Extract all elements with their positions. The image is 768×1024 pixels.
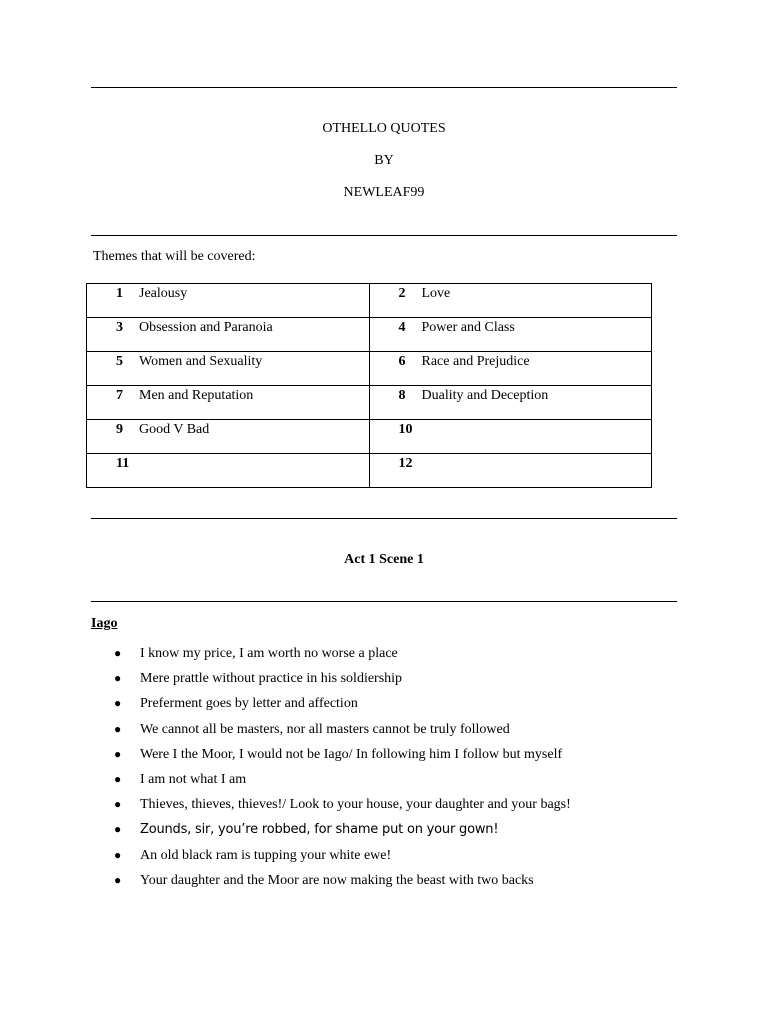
themes-intro: Themes that will be covered: [93, 249, 256, 264]
theme-row [87, 352, 652, 386]
scene-heading-divider [91, 601, 677, 602]
bullet-icon: ● [114, 847, 122, 862]
theme-label: Men and Reputation [139, 388, 254, 403]
theme-row [87, 284, 652, 318]
theme-cell [87, 454, 370, 488]
theme-cell [369, 352, 652, 386]
quote-text: Were I the Moor, I would not be Iago/ In following him I follow but myself [140, 746, 563, 762]
theme-number: 2 [398, 286, 406, 301]
theme-number: 6 [398, 354, 406, 369]
theme-number: 10 [398, 422, 413, 437]
bullet-icon: ● [114, 646, 122, 660]
theme-row [87, 318, 652, 352]
theme-cell [87, 318, 370, 352]
theme-label: Love [421, 286, 451, 301]
scene-heading: Act 1 Scene 1 [344, 552, 424, 567]
quote-item [0, 720, 768, 745]
theme-number: 3 [116, 320, 123, 335]
theme-number: 7 [116, 388, 123, 403]
table-bottom-divider [91, 518, 677, 519]
theme-number: 9 [116, 422, 123, 437]
quote-text: Mere prattle without practice in his soldiership [140, 671, 403, 687]
speaker-name: Iago [91, 616, 118, 631]
quote-item [0, 669, 768, 694]
quote-text: An old black ram is tupping your white ewe! [140, 847, 392, 863]
quote-item [0, 871, 768, 896]
quote-text: We cannot all be masters, nor all masters cannot be truly followed [140, 721, 510, 737]
theme-label: Duality and Deception [421, 388, 549, 403]
theme-row [87, 420, 652, 454]
quote-text: Your daughter and the Moor are now making the beast with two backs [140, 872, 534, 888]
quote-text: Preferment goes by letter and affection [140, 696, 358, 712]
bullet-icon: ● [114, 822, 122, 837]
theme-label: Good V Bad [139, 422, 210, 437]
bullet-icon: ● [114, 771, 122, 786]
theme-cell [369, 386, 652, 420]
theme-label: Obsession and Paranoia [139, 320, 273, 335]
theme-number: 5 [116, 354, 123, 369]
theme-cell [87, 284, 370, 318]
theme-number: 1 [116, 286, 123, 301]
quote-item [0, 770, 768, 795]
document-title: OTHELLO QUOTES [322, 121, 446, 136]
theme-row [87, 386, 652, 420]
title-bottom-divider [91, 235, 677, 236]
top-divider [91, 87, 677, 88]
theme-label: Power and Class [421, 320, 515, 335]
quote-item [0, 820, 768, 845]
bullet-icon: ● [114, 696, 122, 711]
theme-number: 8 [398, 388, 406, 403]
theme-cell [87, 420, 370, 454]
theme-number: 11 [116, 456, 130, 471]
themes-table [86, 283, 652, 488]
theme-cell [369, 454, 652, 488]
theme-cell [369, 420, 652, 454]
theme-label: Jealousy [139, 286, 188, 301]
theme-row [87, 454, 652, 488]
document-author: NEWLEAF99 [343, 185, 425, 200]
bullet-icon: ● [114, 721, 122, 736]
theme-number: 4 [398, 320, 406, 335]
quote-text: Zounds, sir, you’re robbed, for shame put on your gown! [140, 822, 499, 838]
quote-text: Thieves, thieves, thieves!/ Look to your house, your daughter and your bags! [140, 797, 571, 813]
theme-cell [369, 284, 652, 318]
quote-text: I am not what I am [140, 771, 247, 787]
bullet-icon: ● [114, 746, 122, 761]
quote-item [0, 644, 768, 669]
quote-item [0, 846, 768, 871]
theme-number: 12 [398, 456, 413, 471]
quote-item [0, 795, 768, 820]
quote-list [0, 644, 768, 896]
bullet-icon: ● [114, 671, 122, 686]
quote-item [0, 694, 768, 719]
theme-cell [87, 352, 370, 386]
bullet-icon: ● [114, 797, 122, 812]
document-title-by: BY [374, 153, 394, 168]
theme-label: Race and Prejudice [421, 354, 530, 369]
theme-cell [369, 318, 652, 352]
quote-text: I know my price, I am worth no worse a place [140, 646, 398, 661]
quote-item [0, 745, 768, 770]
theme-label: Women and Sexuality [139, 354, 263, 369]
theme-cell [87, 386, 370, 420]
bullet-icon: ● [114, 872, 122, 887]
